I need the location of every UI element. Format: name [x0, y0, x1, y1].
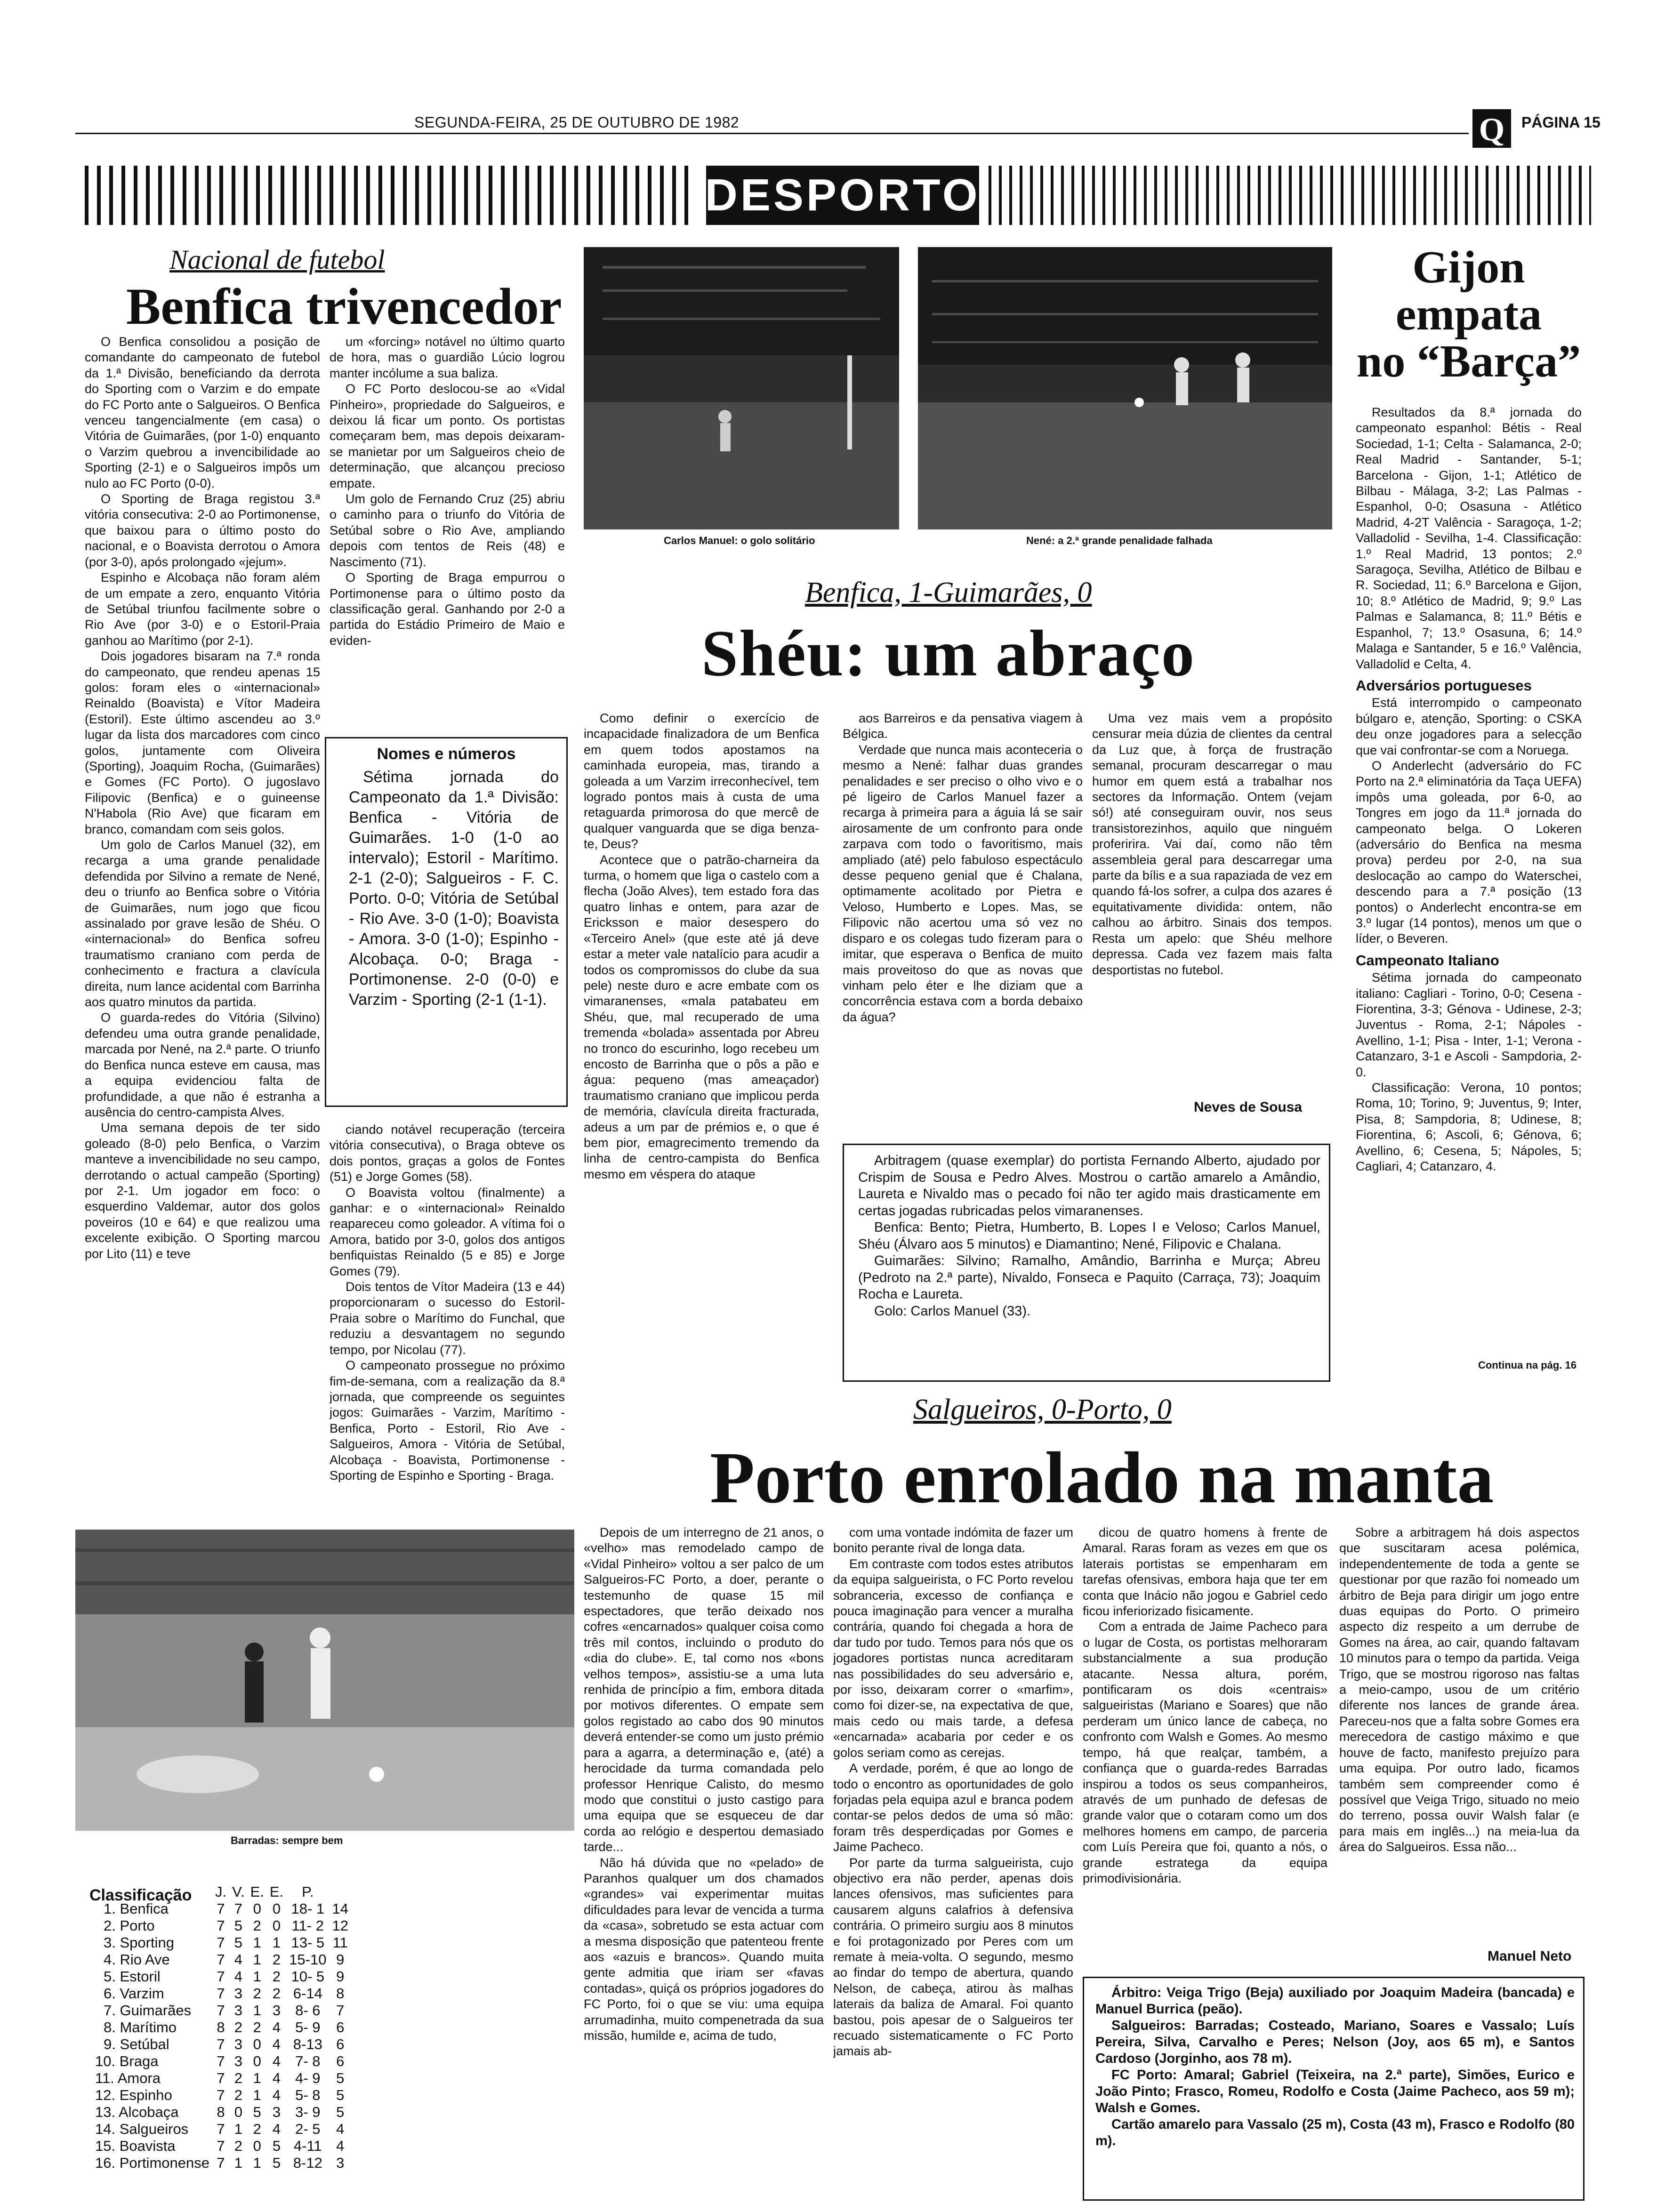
stat-cell: 6 — [336, 2019, 345, 2036]
classificacao-header-row — [85, 1883, 351, 1900]
stat-cell: 7 — [336, 2002, 345, 2019]
stat-cell: 8- 6 — [295, 2002, 321, 2019]
sheu-box-p: Guimarães: Silvino; Ramalho, Amândio, Barrinha e Murça; Abreu (Pedroto na 2.ª parte), Nivaldo, Fonseca e Paquito (Carraça, 73); Joaquim Rocha e Laureta. — [858, 1253, 1320, 1302]
team-cell: 1. Benfica — [104, 1900, 169, 1917]
benfica-p: Uma semana depois de ter sido goleado (8-0) pelo Benfica, o Varzim manteve a invencibilidade no seu campo, derrotando o actual campeão (Sporting) por 2-1. Um jogador em foco: o esquerdino Valdemar, autor dos golos poveiros (10 e 64) e que realizou uma excelente exibição. O Sporting marcou por Lito (11) e teve — [85, 1121, 320, 1261]
team-cell: 16. Portimonense — [95, 2155, 209, 2171]
table-row — [85, 2019, 351, 2036]
sheu-p: Acontece que o patrão-charneira da turma, o homem que liga o castelo com a flecha (João Alves), tem estado fora das quatro linhas e ontem, para azar de Ericksson e maior desespero do «Terceiro Anel» (que este até já deve estar a meter vale natalício para acudir a todos os compromissos do clube da sua pele) neste duro e acre embate com os vimaranenses, «mala patabateu em Shéu, que, mal recuperado de uma tremenda «bolada» assentada por Abreu no tronco do escurinho, logo recebeu um encosto de Barrinha que o pôs a pão e água: pequeno (mas ameaçador) traumatismo craniano que implicou perda de memória, clavícula direita fracturada, adeus a um par de prémios e, o que é bem pior, emagrecimento tremendo da linha de centro-campista do Benfica mesmo em véspera do ataque — [584, 852, 819, 1181]
nomes-numeros-box — [325, 737, 568, 1107]
porto-p: dicou de quatro homens à frente de Amaral. Raras foram as vezes em que os laterais portistas se empenharam em tarefas ofensivas, embora haja que ter em conta que Inácio não jogou e Gabriel cedo ficou inferiorizado fisicamente. — [1083, 1525, 1327, 1619]
col-header: E. — [269, 1883, 284, 1900]
porto-box-p: Árbitro: Veiga Trigo (Beja) auxiliado por Joaquim Madeira (bancada) e Manuel Burrica (peão). — [1095, 1985, 1575, 2017]
team-cell: 15. Boavista — [95, 2138, 176, 2154]
header-date: SEGUNDA-FEIRA, 25 DE OUTUBRO DE 1982 — [414, 114, 740, 131]
gijon-title — [1351, 244, 1586, 385]
benfica-p: Um golo de Fernando Cruz (25) abriu o caminho para o triunfo do Vitória de Setúbal sobre o Rio Ave, ampliando depois com tentos de Reis (48) e Nascimento (71). — [330, 492, 565, 569]
table-row — [85, 1985, 351, 2002]
stat-cell: 9 — [336, 1968, 345, 1985]
benfica-p: Espinho e Alcobaça não foram além de um empate a zero, enquanto Vitória de Setúbal triunfou facilmente sobre o Rio Ave (por 3-0) e o Estoril-Praia ganhou ao Marítimo (por 2-1). — [85, 570, 320, 648]
table-row — [85, 1951, 351, 1968]
gijon-p: Classificação: Verona, 10 pontos; Roma, 10; Torino, 9; Juventus, 9; Inter, Pisa, 8; Sampdoria, 8; Udinese, 8; Fiorentina, 6; Ascoli, 6; Génova, 6; Avellino, 6; Cesena, 5; Nápoles, 5; Cagliari, 4; Catanzaro, 4. — [1356, 1081, 1582, 1174]
table-row — [85, 2138, 351, 2155]
benfica-p: O Benfica consolidou a posição de comandante do campeonato de futebol da 1.ª Divisão, beneficiando da derrota do Sporting com o Varzim e do empate do FC Porto ante o Salgueiros. O Benfica venceu tangencialmente (em casa) o Vitória de Guimarães, (por 1-0) enquanto o Varzim quebrou a invencibilidade ao Sporting (2-1) e o Salgueiros impôs um nulo ao FC Porto (0-0). — [85, 335, 320, 490]
table-row — [85, 2053, 351, 2070]
sheu-p: Verdade que nunca mais aconteceria o mesmo a Nené: falhar duas grandes penalidades e ser preciso o olho vivo e o pé ligeiro de Carlos Manuel fazer a recarga à primeira para a águia lá se sair airosamente de um confronto para onde zarpava com todo o favoritismo, mais ampliado (até) pelo fabuloso espectáculo desse pequeno genial que é Chalana, optimamente acolitado por Pietra e Veloso, Humberto e Lopes. Mas, se Filipovic não acertou uma só vez no disparo e os colegas tudo fizeram para o imitar, que esperava o Benfica de muito mais proveitoso do que as novas que vinham pelo éter e lhe diziam que a concorrência estava com a borda debaixo da água? — [843, 742, 1083, 1024]
table-row — [85, 2036, 351, 2053]
porto-p: Por parte da turma salgueirista, cujo objectivo era não perder, apenas dois lances ofensivos, mas suficientes para causarem alguns calafrios à defensiva contrária. O primeiro surgiu aos 8 minutos e foi protagonizado por Peres com um remate à meia-volta. O segundo, mesmo ao findar do tempo de abertura, quando Nelson, de cabeça, atirou às malhas laterais da baliza de Amaral. Foi quanto bastou, pois apesar de o Salgueiros ter recuado sistematicamente o FC Porto jamais ab- — [833, 1855, 1073, 2059]
box-title: Nomes e números — [377, 745, 516, 763]
table-row — [85, 2155, 351, 2172]
stat-cell: 7 — [217, 2155, 225, 2171]
stat-cell: 4 — [336, 2121, 345, 2137]
stat-cell: 0 — [272, 1917, 281, 1934]
stat-cell: 8 — [336, 1985, 345, 2002]
sheu-col2 — [843, 711, 1083, 1134]
stat-cell: 7 — [217, 2002, 225, 2019]
benfica-p: O Boavista voltou (finalmente) a ganhar: e o «internacional» Reinaldo reapareceu como goleador. A vítima foi o Amora, batido por 3-0, golos dos antigos benfiquistas Reinaldo (5 e 85) e Jorge Gomes (79). — [330, 1185, 565, 1278]
caption-nene: Nené: a 2.ª grande penalidade falhada — [1026, 535, 1213, 546]
gijon-continua: Continua na pág. 16 — [1478, 1359, 1577, 1371]
sheu-box-text — [844, 1145, 1329, 1320]
stat-cell: 11- 2 — [291, 1917, 324, 1934]
sheu-byline: Neves de Sousa — [1194, 1099, 1303, 1115]
stat-cell: 1 — [234, 2155, 242, 2171]
gijon-p: Está interrompido o campeonato búlgaro e, atenção, Sporting: o CSKA deu onze jogadores para a selecção que vai confrontar-se com a Noruega. — [1356, 696, 1582, 757]
stat-cell: 4 — [272, 2121, 281, 2137]
stat-cell: 2 — [234, 2138, 242, 2154]
porto-kicker: Salgueiros, 0-Porto, 0 — [913, 1394, 1172, 1426]
stat-cell: 4 — [272, 2019, 281, 2036]
benfica-p: O campeonato prossegue no próximo fim-de-semana, com a realização da 8.ª jornada, que compreende os seguintes jogos: Guimarães - Varzim, Marítimo - Benfica, Porto - Estoril, Rio Ave - Salgueiros, Amora - Vitória de Setúbal, Alcobaça - Boavista, Portimonense - Sporting de Espinho e Sporting - Braga. — [330, 1358, 565, 1483]
benfica-p: O FC Porto deslocou-se ao «Vidal Pinheiro», propriedade do Salgueiros, e deixou lá ficar um ponto. Os portistas começaram bem, mas depois deixaram-se manietar por um Salgueiros cheio de determinação, que alcançou precioso empate. — [330, 382, 565, 490]
porto-box-p: Salgueiros: Barradas; Costeado, Mariano, Soares e Vassalo; Luís Pereira, Silva, Carvalho e Peres; Nelson (Joy, aos 65 m), e Santos Cardoso (Jorginho, aos 78 m). — [1095, 2018, 1575, 2066]
porto-p: Sobre a arbitragem há dois aspectos que suscitaram acesa polémica, independentemente de toda a gente se questionar por que razão foi nomeado um árbitro de Beja para dirigir um jogo entre duas equipas do Porto. O primeiro aspecto diz respeito a um derrube de Gomes na área, ao cair, quando faltavam 10 minutos para o tempo da partida. Veiga Trigo, que se mostrou rigoroso nas faltas a meio-campo, usou de um critério diferente nos lances de grande área. Pareceu-nos que a falta sobre Gomes era merecedora de castigo máximo e que houve de facto, manifesto prejuízo para uma equipa. Por outro lado, ficamos também sem compreender como é possível que Veiga Trigo, situado no meio do terreno, possa ouvir Walsh falar (e para mais em inglês...) na meia-lua da área do Salgueiros. Essa não... — [1339, 1525, 1579, 1854]
gijon-p: Resultados da 8.ª jornada do campeonato espanhol: Bétis - Real Sociedad, 1-1; Celta - Salamanca, 2-0; Real Madrid - Santander, 5-1; Barcelona - Gijon, 1-1; Atlético de Bilbau - Málaga, 3-2; Las Palmas - Espanhol, 0-0; Osasuna - Atlético Madrid, 4-2T Valência - Saragoça, 1-2; Valladolid - Sevilha, 1-4. Classificação: 1.º Real Madrid, 13 pontos; 2.º Saragoça, Sevilha, Atlético de Bilbau e R. Sociedad, 11; 6.º Barcelona e Gijon, 10; 8.º Atlético de Madrid, 9; 9.º Las Palmas e Salamanca, 8; 11.º Bétis e Espanhol, 7; 13.º Osasuna, 6; 14.º Malaga e Santander, 5 e 16.º Valência, Valladolid e Celta, 4. — [1356, 405, 1582, 671]
sheu-title: Shéu: um abraço — [701, 617, 1195, 690]
header-page: PÁGINA 15 — [1521, 114, 1601, 131]
stat-cell: 5 — [253, 2104, 261, 2120]
caption-barradas: Barradas: sempre bem — [231, 1835, 343, 1846]
porto-p: Com a entrada de Jaime Pacheco para o lugar de Costa, os portistas melhoraram substancialmente a sua produção atacante. Nessa altura, porém, pontificaram os dois «centrais» salgueiristas (Mariano e Soares) que não perderam um único lance de cabeça, no confronto com Walsh e Gomes. Ao mesmo tempo, há que realçar, também, a confiança que o guarda-redes Barradas inspirou a todos os seus companheiros, através de um punhado de defesas de grande valor que o cotaram como um dos melhores homens em campo, de parceria com Luís Pereira que foi, quanto a nós, o grande estratega da equipa primodivisionária. — [1083, 1619, 1327, 1885]
stat-cell: 5 — [234, 1934, 242, 1951]
stat-cell: 3- 9 — [295, 2104, 321, 2120]
stat-cell: 1 — [234, 2121, 242, 2137]
stat-cell: 6 — [336, 2036, 345, 2052]
stat-cell: 1 — [253, 2087, 261, 2103]
benfica-col2b — [330, 1122, 565, 1518]
stat-cell: 0 — [234, 2104, 242, 2120]
stat-cell: 6-14 — [293, 1985, 322, 2002]
stat-cell: 2 — [253, 1985, 261, 2002]
benfica-col1 — [85, 334, 320, 1518]
benfica-p: um «forcing» notável no último quarto de hora, mas o guardião Lúcio logrou manter incólume a sua baliza. — [330, 335, 565, 380]
col-header: P. — [302, 1883, 314, 1900]
stat-cell: 5 — [336, 2087, 345, 2103]
benfica-kicker: Nacional de futebol — [169, 244, 385, 275]
porto-box-text — [1084, 1978, 1583, 2149]
stat-cell: 8-12 — [293, 2155, 322, 2171]
photo-carlos-manuel — [584, 247, 899, 529]
classificacao-table — [85, 1883, 351, 2172]
team-cell: 9. Setúbal — [104, 2036, 169, 2052]
newspaper-logo-icon — [1472, 109, 1511, 148]
stat-cell: 15-10 — [289, 1951, 327, 1968]
benfica-p: Um golo de Carlos Manuel (32), em recarga a uma grande penalidade defendida por Silvino a remate de Nené, deu o triunfo ao Benfica sobre o Vitória de Guimarães, num jogo que ficou assinalado por grave lesão de Shéu. O «internacional» do Benfica sofreu traumatismo craniano com perda de conhecimento e fractura a clavícula direita, num lance acidental com Barrinha aos quatro minutos da partida. — [85, 838, 320, 1010]
team-cell: 14. Salgueiros — [95, 2121, 189, 2137]
stat-cell: 7 — [217, 2087, 225, 2103]
stat-cell: 14 — [332, 1900, 348, 1917]
porto-box — [1083, 1977, 1585, 2201]
stat-cell: 7- 8 — [295, 2053, 321, 2069]
stat-cell: 8 — [217, 2104, 225, 2120]
gijon-sub: Adversários portugueses — [1356, 677, 1532, 694]
stat-cell: 4 — [234, 1968, 242, 1985]
sheu-box-p: Benfica: Bento; Pietra, Humberto, B. Lopes I e Veloso; Carlos Manuel, Shéu (Álvaro aos 5 minutos) e Diamantino; Nené, Filipovic e Chalana. — [858, 1220, 1320, 1252]
team-cell: 12. Espinho — [95, 2087, 172, 2103]
benfica-p: O Sporting de Braga registou 3.ª vitória consecutiva: 2-0 ao Portimonense, que baixou para o último posto do nacional, e o Boavista derrotou o Amora (por 3-0), após prolongado «jejum». — [85, 492, 320, 569]
team-cell: 4. Rio Ave — [104, 1951, 170, 1968]
stat-cell: 3 — [234, 2002, 242, 2019]
team-cell: 6. Varzim — [104, 1985, 164, 2002]
benfica-p: Dois jogadores bisaram na 7.ª ronda do campeonato, que rendeu apenas 15 golos: foram eles o «internacional» Reinaldo (Boavista) e Vítor Madeira (Estoril). Este último ascendeu ao 3.º lugar da lista dos marcadores com cinco golos, juntamente com Oliveira (Sporting), Joaquim Rocha, (Guimarães) e Gomes (FC Porto). O jugoslavo Filipovic (Benfica) e o guineense N'Habola (Rio Ave) que ficaram em branco, comandam com seis golos. — [85, 649, 320, 836]
stat-cell: 5 — [336, 2104, 345, 2120]
gijon-title-line: empata — [1395, 289, 1542, 340]
table-row — [85, 1900, 351, 1917]
sheu-box-p: Golo: Carlos Manuel (33). — [874, 1303, 1031, 1319]
stat-cell: 4 — [234, 1951, 242, 1968]
col-header: E. — [250, 1883, 264, 1900]
stat-cell: 2 — [272, 1968, 281, 1985]
porto-col3 — [1083, 1525, 1327, 1967]
gijon-title-line: no “Barça” — [1356, 336, 1581, 387]
stat-cell: 2 — [253, 1917, 261, 1934]
porto-byline: Manuel Neto — [1488, 1948, 1572, 1964]
porto-col1 — [584, 1525, 824, 2203]
stat-cell: 1 — [253, 2155, 261, 2171]
stat-cell: 7 — [217, 2138, 225, 2154]
gijon-col — [1356, 405, 1582, 1370]
sheu-box-p: Arbitragem (quase exemplar) do portista Fernando Alberto, ajudado por Crispim de Sousa e Pedro Alves. Mostrou o cartão amarelo a Amândio, Laureta e Nivaldo mas o pecado foi não ter agido mais drasticamente em certas jogadas rubricadas pelos vimaranenses. — [858, 1153, 1320, 1218]
team-cell: 2. Porto — [104, 1917, 155, 1934]
gijon-sub: Campeonato Italiano — [1356, 952, 1499, 969]
porto-col4 — [1339, 1525, 1579, 1944]
stat-cell: 4 — [336, 2138, 345, 2154]
table-row — [85, 2070, 351, 2087]
stat-cell: 1 — [253, 1968, 261, 1985]
porto-title: Porto enrolado na manta — [710, 1437, 1494, 1518]
sheu-kicker: Benfica, 1-Guimarães, 0 — [805, 577, 1092, 609]
stat-cell: 0 — [253, 2053, 261, 2069]
stat-cell: 2 — [253, 2121, 261, 2137]
porto-p: com uma vontade indómita de fazer um bonito perante rival de longa data. — [833, 1525, 1073, 1555]
team-cell: 10. Braga — [95, 2053, 159, 2069]
stat-cell: 8-13 — [293, 2036, 322, 2052]
box-text: Sétima jornada do Campeonato da 1.ª Divisão: Benfica - Vitória de Guimarães. 1-0 (1-0 ao intervalo); Estoril - Marítimo. 2-1 (2-0); Salgueiros - F. C. Porto. 0-0; Vitória de Setúbal - Rio Ave. 3-0 (1-0); Boavista - Amora. 3-0 (1-0); Espinho - Alcobaça. 0-0; Braga - Portimonense. 2-0 (0-0) e Varzim - Sporting (2-1 (1-1). — [349, 768, 559, 1009]
stat-cell: 5 — [234, 1917, 242, 1934]
stat-cell: 10- 5 — [291, 1968, 325, 1985]
stat-cell: 11 — [332, 1934, 348, 1951]
stat-cell: 0 — [272, 1900, 281, 1917]
stat-cell: 7 — [217, 2036, 225, 2052]
stat-cell: 7 — [217, 1900, 225, 1917]
porto-p: Em contraste com todos estes atributos da equipa salgueirista, o FC Porto revelou sobranceria, excesso de confiança e pouca imaginação para vencer a muralha contrária, quando foi chegada a hora de dar tudo por tudo. Temos para nós que os jogadores portistas nunca acreditaram nas possibilidades do seu adversário e, por isso, deixaram correr o «marfim», como foi dizer-se, na expectativa de que, mais cedo ou mais tarde, a defesa «encarnada» acabaria por ceder e os golos seriam como as cerejas. — [833, 1556, 1073, 1760]
section-title: DESPORTO — [705, 170, 981, 220]
stat-cell: 7 — [234, 1900, 242, 1917]
gijon-title-line: Gijon — [1412, 242, 1525, 293]
photo-barradas — [75, 1530, 574, 1831]
stat-cell: 7 — [217, 1951, 225, 1968]
benfica-p: O Sporting de Braga empurrou o Portimonense para o último posto da classificação geral. Ganhando por 2-0 a partida do Estádio Primeiro de Maio e eviden- — [330, 570, 565, 648]
section-banner — [706, 166, 979, 225]
stat-cell: 7 — [217, 1968, 225, 1985]
stat-cell: 5- 9 — [295, 2019, 321, 2036]
benfica-col2a — [330, 334, 565, 729]
sheu-p: Como definir o exercício de incapacidade finalizadora de um Benfica em quem todos apostamos na caminhada europeia, mas, tirando a goleada a um Varzim irreconhecível, tem logrado pontos mais à custa de uma retaguarda primorosa do que mercê de qualquer vanguarda que se diga benza-te, Deus? — [584, 711, 819, 851]
gijon-p: Sétima jornada do campeonato italiano: Cagliari - Torino, 0-0; Cesena - Fiorentina, 3-3; Génova - Udinese, 2-3; Juventus - Roma, 2-1; Nápoles - Avellino, 1-1; Pisa - Inter, 1-1; Verona - Catanzaro, 3-1 e Ascoli - Sampdoria, 2-0. — [1356, 970, 1582, 1079]
stat-cell: 4 — [272, 2053, 281, 2069]
porto-p: Não há dúvida que no «pelado» de Paranhos qualquer um dos chamados «grandes» vai experimentar muitas dificuldades para levar de vencida a turma da «casa», sobretudo se esta actuar com a mesma disposição que patenteou frente aos «azuis e brancos». Quando muita gente admitia que iriam ser «favas contadas», quiçá os próprios jogadores do FC Porto, foi o que se viu: uma equipa arrumadinha, muito compenetrada da sua missão, humilde e, acima de tudo, — [584, 1855, 824, 2043]
stat-cell: 12 — [332, 1917, 348, 1934]
header-rule — [75, 133, 1469, 134]
porto-p: Depois de um interregno de 21 anos, o «velho» mas remodelado campo de «Vidal Pinheiro» voltou a ser palco de um Salgueiros-FC Porto, a doer, perante o testemunho de quase 15 mil espectadores, que terão deixado nos cofres «encarnados» qualquer coisa como três mil contos, incluindo o produto do «dia do clube». E, tal como nos «bons velhos tempos», assistiu-se a uma luta renhida de princípio a fim, embora ditada por motivos diferentes. O empate sem golos registado ao cabo dos 90 minutos deverá entender-se como um justo prémio para a agarra, a determinação e, (até) a herocidade da turma comandada pelo professor Henrique Calisto, do mesmo modo que constitui o justo castigo para uma equipa que se esqueceu de dar corda ao relógio e despertou demasiado tarde... — [584, 1525, 824, 1854]
stat-cell: 2- 5 — [295, 2121, 321, 2137]
stat-cell: 3 — [234, 2053, 242, 2069]
table-row — [85, 1968, 351, 1985]
porto-p: A verdade, porém, é que ao longo de todo o encontro as oportunidades de golo forjadas pela equipa azul e branca podem contar-se pelos dedos de uma só mão: foram três desperdiçadas por Gomes e Jaime Pacheco. — [833, 1761, 1073, 1854]
stat-cell: 18- 1 — [291, 1900, 325, 1917]
sheu-p: Uma vez mais vem a propósito censurar meia dúzia de clientes da central da Luz que, à força de frustração semanal, procuram descarregar o mau humor em quem está a trabalhar nos sectores da Informação. Ontem (vejam só!) até conseguiram ouvir, nos seus transistorezinhos, aquilo que ninguém proferirira. Vai daí, como não têm assembleia geral para descarregar uma parte da bílis e a sua rapaziada de vez em quando fá-los sofrer, a culpa dos azares é equitativamente dividida: ontem, não calhou ao árbitro. Sinais dos tempos. Resta um apelo: que Shéu melhore depressa. Cada vez fazem mais falta desportistas no futebol. — [1092, 711, 1332, 977]
banner-bars-left — [85, 166, 697, 225]
stat-cell: 5- 8 — [295, 2087, 321, 2103]
stat-cell: 2 — [234, 2019, 242, 2036]
team-cell: 8. Marítimo — [104, 2019, 177, 2036]
stat-cell: 2 — [234, 2087, 242, 2103]
porto-box-p: Cartão amarelo para Vassalo (25 m), Costa (43 m), Frasco e Rodolfo (80 m). — [1095, 2117, 1575, 2148]
stat-cell: 7 — [217, 2070, 225, 2086]
table-row — [85, 1917, 351, 1934]
stat-cell: 5 — [336, 2070, 345, 2086]
sheu-p: aos Barreiros e da pensativa viagem à Bélgica. — [843, 711, 1083, 741]
team-cell: 11. Amora — [95, 2070, 161, 2086]
sheu-box — [843, 1144, 1330, 1382]
col-header: J. — [215, 1883, 227, 1900]
stat-cell: 8 — [217, 2019, 225, 2036]
benfica-p: ciando notável recuperação (terceira vitória consecutiva), o Braga obteve os dois pontos, graças a golos de Fontes (51) e Jorge Gomes (58). — [330, 1122, 565, 1184]
stat-cell: 1 — [272, 1934, 281, 1951]
stat-cell: 4 — [272, 2070, 281, 2086]
stat-cell: 1 — [253, 2002, 261, 2019]
caption-carlos-manuel: Carlos Manuel: o golo solitário — [664, 535, 815, 546]
stat-cell: 5 — [272, 2155, 281, 2171]
team-cell: 5. Estoril — [104, 1968, 161, 1985]
stat-cell: 3 — [234, 1985, 242, 2002]
stat-cell: 7 — [217, 2053, 225, 2069]
sheu-col3 — [1092, 711, 1332, 1097]
table-row — [85, 1934, 351, 1951]
stat-cell: 3 — [234, 2036, 242, 2052]
stat-cell: 3 — [272, 2104, 281, 2120]
stat-cell: 7 — [217, 1985, 225, 2002]
classificacao-title: Classificação — [89, 1886, 192, 1904]
benfica-p: O guarda-redes do Vitória (Silvino) defendeu uma outra grande penalidade, marcada por Nené, na 2.ª parte. O triunfo do Benfica nunca esteve em causa, mas a equipa evidenciou falta de profundidade, a que não é estranha a ausência do centro-campista Alves. — [85, 1010, 320, 1119]
stat-cell: 2 — [253, 2019, 261, 2036]
team-cell: 7. Guimarães — [104, 2002, 192, 2019]
porto-box-p: FC Porto: Amaral; Gabriel (Teixeira, na 2.ª parte), Simões, Eurico e João Pinto; Frasco, Romeu, Rodolfo e Costa (Jaime Pacheco, aos 59 m); Walsh e Gomes. — [1095, 2068, 1575, 2116]
benfica-title: Benfica trivencedor — [126, 278, 562, 335]
stat-cell: 3 — [336, 2155, 345, 2171]
banner-bars-right — [989, 166, 1591, 225]
gijon-p: O Anderlecht (adversário do FC Porto na 2.ª eliminatória da Taça UEFA) impôs uma goleada, por 6-0, ao Tongres em jogo da 11.ª jornada do campeonato belga. O Lokeren (adversário do Benfica na mesma prova) perdeu por 2-0, na sua deslocação ao campo do Waterschei, descendo para a 7.ª posição (13 pontos) o Anderlecht encontra-se em 3.º lugar (14 pontos), menos um que o líder, o Beveren. — [1356, 758, 1582, 946]
stat-cell: 1 — [253, 1934, 261, 1951]
stat-cell: 6 — [336, 2053, 345, 2069]
svg-text:Q: Q — [1479, 112, 1505, 148]
stat-cell: 9 — [336, 1951, 345, 1968]
col-header: V. — [232, 1883, 245, 1900]
stat-cell: 1 — [253, 2070, 261, 2086]
stat-cell: 1 — [253, 1951, 261, 1968]
stat-cell: 13- 5 — [291, 1934, 325, 1951]
stat-cell: 4-11 — [293, 2138, 322, 2154]
stat-cell: 2 — [272, 1951, 281, 1968]
stat-cell: 7 — [217, 2121, 225, 2137]
table-row — [85, 2104, 351, 2121]
table-row — [85, 2002, 351, 2019]
sheu-col1 — [584, 711, 819, 1384]
stat-cell: 4 — [272, 2087, 281, 2103]
stat-cell: 4 — [272, 2036, 281, 2052]
stat-cell: 7 — [217, 1934, 225, 1951]
stat-cell: 3 — [272, 2002, 281, 2019]
stat-cell: 0 — [253, 2138, 261, 2154]
table-row — [85, 2087, 351, 2104]
stat-cell: 0 — [253, 1900, 261, 1917]
stat-cell: 7 — [217, 1917, 225, 1934]
stat-cell: 4- 9 — [295, 2070, 321, 2086]
stat-cell: 2 — [234, 2070, 242, 2086]
team-cell: 3. Sporting — [104, 1934, 174, 1951]
stat-cell: 0 — [253, 2036, 261, 2052]
photo-nene — [918, 247, 1332, 529]
benfica-p: Dois tentos de Vítor Madeira (13 e 44) proporcionaram o sucesso do Estoril-Praia sobre o Marítimo do Funchal, que reduziu a desvantagem no segundo tempo, por Nicolau (77). — [330, 1280, 565, 1357]
porto-col2 — [833, 1525, 1073, 2203]
stat-cell: 2 — [272, 1985, 281, 2002]
team-cell: 13. Alcobaça — [95, 2104, 179, 2120]
stat-cell: 5 — [272, 2138, 281, 2154]
table-row — [85, 2121, 351, 2138]
